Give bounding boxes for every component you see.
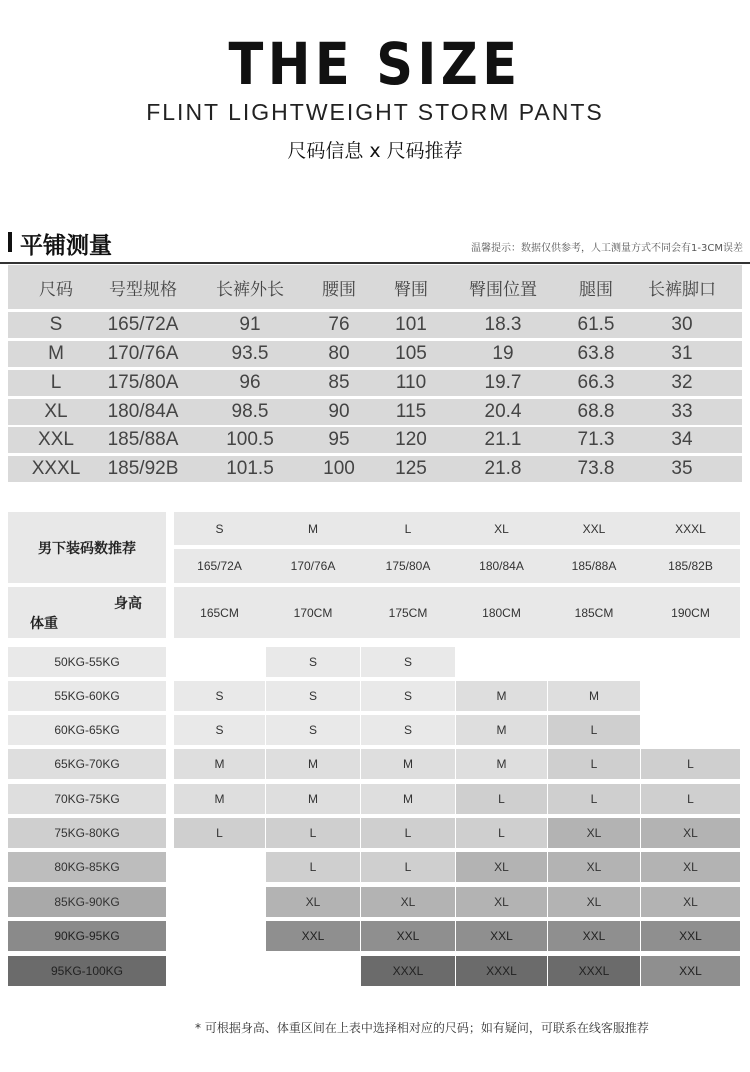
measurement-cell: 66.3 bbox=[577, 372, 615, 393]
measurement-header-cell: 长裤脚口 bbox=[648, 279, 716, 300]
recommended-size-cell: XL bbox=[456, 887, 547, 917]
measurement-cell: 73.8 bbox=[577, 458, 615, 479]
recommended-size-cell: XXXL bbox=[456, 956, 547, 986]
measurement-cell: XL bbox=[44, 401, 68, 422]
measurement-cell: 33 bbox=[671, 401, 693, 422]
product-name: FLINT LIGHTWEIGHT STORM PANTS bbox=[146, 99, 604, 125]
measurement-cell: 80 bbox=[328, 343, 350, 364]
spec-header-cell: 185/82B bbox=[668, 559, 713, 573]
weight-range-cell: 60KG-65KG bbox=[8, 715, 166, 745]
measurement-cell: 165/72A bbox=[107, 314, 179, 335]
recommended-size-cell: M bbox=[456, 749, 547, 779]
measurement-cell: 68.8 bbox=[577, 401, 615, 422]
recommended-size-cell: L bbox=[456, 818, 547, 848]
measurement-cell: 95 bbox=[328, 429, 350, 450]
recommended-size-cell: M bbox=[361, 784, 455, 814]
measurement-cell: 175/80A bbox=[107, 372, 179, 393]
recommended-size-cell: XXL bbox=[641, 956, 740, 986]
recommended-size-cell: XL bbox=[361, 887, 455, 917]
measurement-cell: 61.5 bbox=[577, 314, 615, 335]
measurement-cell: 71.3 bbox=[577, 429, 615, 450]
size-header-cell: XXL bbox=[582, 521, 606, 536]
measurement-cell: 21.8 bbox=[484, 458, 522, 479]
measurement-cell: 185/92B bbox=[107, 458, 179, 479]
height-header-cell: 185CM bbox=[574, 605, 614, 620]
size-header-cell: S bbox=[215, 521, 224, 536]
recommended-size-cell: S bbox=[266, 681, 360, 711]
measurement-row bbox=[8, 312, 742, 338]
measurement-cell: 101.5 bbox=[226, 458, 274, 479]
weight-range-cell: 50KG-55KG bbox=[8, 647, 166, 677]
recommended-size-cell: S bbox=[361, 647, 455, 677]
measurement-cell: 19 bbox=[492, 343, 514, 364]
measurement-cell: 76 bbox=[328, 314, 350, 335]
measurement-row bbox=[8, 399, 742, 425]
recommended-size-cell: S bbox=[361, 715, 455, 745]
height-header-cell: 170CM bbox=[293, 605, 333, 620]
recommended-size-cell: XL bbox=[548, 852, 640, 882]
measurement-cell: XXXL bbox=[31, 458, 81, 479]
recommended-size-cell: M bbox=[548, 681, 640, 711]
recommended-size-cell: XL bbox=[548, 818, 640, 848]
measurement-cell: 91 bbox=[239, 314, 261, 335]
recommended-size-cell: XL bbox=[641, 887, 740, 917]
recommended-size-cell: S bbox=[361, 681, 455, 711]
recommended-size-cell: L bbox=[548, 715, 640, 745]
measurement-cell: 20.4 bbox=[484, 401, 522, 422]
size-header-cell: L bbox=[404, 521, 412, 536]
spec-header-cell: 170/76A bbox=[290, 559, 336, 573]
spec-header-cell: 165/72A bbox=[197, 559, 242, 573]
measurement-cell: 19.7 bbox=[484, 372, 522, 393]
measurement-row bbox=[8, 427, 742, 453]
recommended-size-cell: XXXL bbox=[361, 956, 455, 986]
measurement-row bbox=[8, 370, 742, 396]
recommended-size-cell: XXL bbox=[456, 921, 547, 951]
measurement-cell: 185/88A bbox=[107, 429, 179, 450]
measurement-row bbox=[8, 456, 742, 482]
measurement-cell: 100.5 bbox=[226, 429, 274, 450]
height-header-cell: 190CM bbox=[671, 605, 710, 620]
recommended-size-cell: L bbox=[361, 852, 455, 882]
weight-range-cell: 85KG-90KG bbox=[8, 887, 166, 917]
weight-range-cell: 90KG-95KG bbox=[8, 921, 166, 951]
recommended-size-cell: M bbox=[174, 749, 265, 779]
measurement-cell: 63.8 bbox=[577, 343, 615, 364]
recommended-size-cell: M bbox=[266, 749, 360, 779]
measurement-header-cell: 腰围 bbox=[322, 279, 356, 300]
measurement-header-cell: 尺码 bbox=[39, 279, 73, 300]
section-marker bbox=[8, 232, 12, 252]
measurement-header-cell: 长裤外长 bbox=[216, 279, 284, 300]
measurement-cell: 93.5 bbox=[231, 343, 269, 364]
weight-range-cell: 70KG-75KG bbox=[8, 784, 166, 814]
measurement-cell: 120 bbox=[395, 429, 427, 450]
spec-header-cell: 175/80A bbox=[385, 559, 431, 573]
recommended-size-cell: XXL bbox=[266, 921, 360, 951]
recommended-size-cell: XXXL bbox=[548, 956, 640, 986]
recommended-size-cell: XL bbox=[641, 852, 740, 882]
measurement-cell: 96 bbox=[239, 372, 261, 393]
recommended-size-cell: XXL bbox=[548, 921, 640, 951]
measurement-cell: 100 bbox=[323, 458, 355, 479]
measurement-cell: 30 bbox=[671, 314, 693, 335]
recommended-size-cell: XL bbox=[641, 818, 740, 848]
recommended-size-cell: S bbox=[174, 715, 265, 745]
measurement-cell: XXL bbox=[38, 429, 74, 450]
measurement-cell: 105 bbox=[395, 343, 427, 364]
measurement-cell: 32 bbox=[671, 372, 693, 393]
measurement-row bbox=[8, 341, 742, 367]
size-header-cell: XL bbox=[494, 521, 509, 536]
recommended-size-cell: M bbox=[266, 784, 360, 814]
measurement-note: 温馨提示：数据仅供参考，人工测量方式不同会有1-3CM误差 bbox=[471, 243, 743, 254]
spec-header-cell: 180/84A bbox=[479, 559, 524, 573]
recommended-size-cell: L bbox=[548, 749, 640, 779]
height-header-cell: 165CM bbox=[200, 605, 239, 620]
recommended-size-cell: M bbox=[456, 681, 547, 711]
weight-range-cell: 65KG-70KG bbox=[8, 749, 166, 779]
measurement-header-cell: 臀围 bbox=[394, 279, 428, 300]
measurement-cell: 21.1 bbox=[484, 429, 522, 450]
recommended-size-cell: L bbox=[456, 784, 547, 814]
measurement-header-cell: 臀围位置 bbox=[469, 279, 537, 300]
recommended-size-cell: M bbox=[456, 715, 547, 745]
measurement-cell: 170/76A bbox=[107, 343, 179, 364]
section-divider bbox=[0, 262, 750, 264]
measurement-cell: 101 bbox=[395, 314, 427, 335]
recommended-size-cell: L bbox=[266, 852, 360, 882]
height-header-cell: 180CM bbox=[482, 605, 521, 620]
size-header-cell: XXXL bbox=[675, 521, 706, 536]
weight-range-cell: 95KG-100KG bbox=[8, 956, 166, 986]
recommended-size-cell: M bbox=[174, 784, 265, 814]
measurement-header-cell: 腿围 bbox=[579, 279, 613, 300]
recommended-size-cell: XXL bbox=[361, 921, 455, 951]
recommended-size-cell: L bbox=[641, 784, 740, 814]
page-title: THE SIZE bbox=[228, 30, 522, 98]
recommended-size-cell: L bbox=[174, 818, 265, 848]
measurement-cell: 180/84A bbox=[107, 401, 179, 422]
recommended-size-cell: XXL bbox=[641, 921, 740, 951]
recommended-size-cell: XL bbox=[266, 887, 360, 917]
measurement-cell: 90 bbox=[328, 401, 350, 422]
size-info-title: 尺码信息 x 尺码推荐 bbox=[287, 140, 463, 162]
recommended-size-cell: M bbox=[361, 749, 455, 779]
recommended-size-cell: S bbox=[174, 681, 265, 711]
height-weight-corner bbox=[8, 587, 166, 638]
weight-label: 体重 bbox=[30, 616, 58, 632]
height-header-cell: 175CM bbox=[388, 605, 428, 620]
measurement-header-row bbox=[8, 265, 742, 309]
measurement-cell: 34 bbox=[671, 429, 693, 450]
measurement-cell: 110 bbox=[395, 372, 427, 393]
recommended-size-cell: L bbox=[641, 749, 740, 779]
height-label: 身高 bbox=[114, 596, 142, 612]
recommended-size-cell: L bbox=[266, 818, 360, 848]
measurement-cell: 115 bbox=[395, 401, 427, 422]
spec-header-cell: 185/88A bbox=[571, 559, 617, 573]
weight-range-cell: 75KG-80KG bbox=[8, 818, 166, 848]
recommended-size-cell: S bbox=[266, 715, 360, 745]
recommended-size-cell: S bbox=[266, 647, 360, 677]
measurement-cell: 18.3 bbox=[484, 314, 522, 335]
measurement-cell: L bbox=[50, 372, 62, 393]
recommended-size-cell: XL bbox=[456, 852, 547, 882]
weight-range-cell: 80KG-85KG bbox=[8, 852, 166, 882]
measurement-cell: S bbox=[49, 314, 63, 335]
measurement-cell: 85 bbox=[328, 372, 350, 393]
footnote: * 可根据身高、体重区间在上表中选择相对应的尺码；如有疑问，可联系在线客服推荐 bbox=[195, 1021, 649, 1035]
measurement-cell: 125 bbox=[395, 458, 427, 479]
size-header-cell: M bbox=[308, 521, 318, 536]
recommended-size-cell: L bbox=[548, 784, 640, 814]
measurement-cell: M bbox=[48, 343, 64, 364]
measurement-header-cell: 号型规格 bbox=[109, 279, 177, 300]
weight-range-cell: 55KG-60KG bbox=[8, 681, 166, 711]
measurement-cell: 35 bbox=[671, 458, 693, 479]
recommended-size-cell: L bbox=[361, 818, 455, 848]
measurement-cell: 98.5 bbox=[231, 401, 269, 422]
measurement-cell: 31 bbox=[671, 343, 693, 364]
recommendation-label: 男下装码数推荐 bbox=[8, 512, 166, 583]
section-title: 平铺测量 bbox=[20, 233, 112, 259]
recommended-size-cell: XL bbox=[548, 887, 640, 917]
